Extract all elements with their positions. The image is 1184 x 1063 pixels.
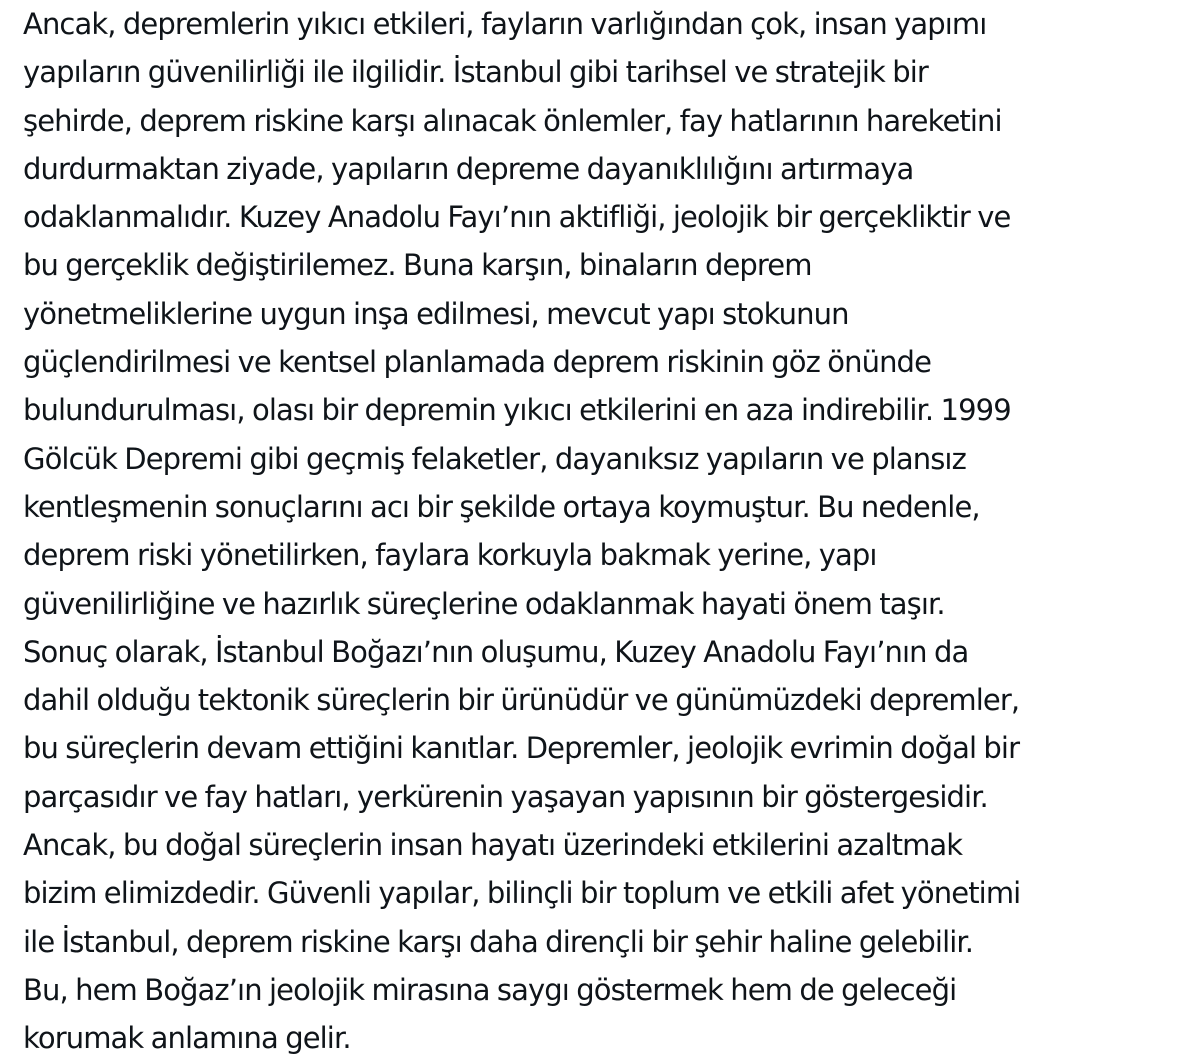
- post-text-line: Ancak, bu doğal süreçlerin insan hayatı üzerindeki etkilerini azaltmak: [23, 828, 963, 863]
- post-text-line: bizim elimizdedir. Güvenli yapılar, bilinçli bir toplum ve etkili afet yönetimi: [23, 876, 1021, 911]
- post-text-line: korumak anlamına gelir.: [23, 1021, 351, 1056]
- post-text-line: kentleşmenin sonuçlarını acı bir şekilde ortaya koymuştur. Bu nedenle,: [23, 489, 980, 524]
- post-text-line: durdurmaktan ziyade, yapıların depreme dayanıklılığını artırmaya: [23, 151, 914, 186]
- post-text-line: Sonuç olarak, İstanbul Boğazı’nın oluşumu, Kuzey Anadolu Fayı’nın da: [23, 634, 969, 669]
- post-text-line: parçasıdır ve fay hatları, yerkürenin yaşayan yapısının bir göstergesidir.: [23, 779, 988, 814]
- post-text-line: Ancak, depremlerin yıkıcı etkileri, fayların varlığından çok, insan yapımı: [23, 7, 987, 41]
- post-text-line: şehirde, deprem riskine karşı alınacak önlemler, fay hatlarının hareketini: [23, 103, 1002, 138]
- post-text-line: Bu, hem Boğaz’ın jeolojik mirasına saygı göstermek hem de geleceği: [23, 972, 957, 1007]
- post-text-line: Gölcük Depremi gibi geçmiş felaketler, dayanıksız yapıların ve plansız: [23, 441, 966, 476]
- post-text-line: yapıların güvenilirliği ile ilgilidir. İstanbul gibi tarihsel ve stratejik bir: [23, 55, 928, 90]
- post-text-line: dahil olduğu tektonik süreçlerin bir ürünüdür ve günümüzdeki depremler,: [23, 683, 1020, 718]
- post-text-line: güçlendirilmesi ve kentsel planlamada deprem riskinin göz önünde: [23, 345, 932, 380]
- post-text: [23, 0, 1173, 1063]
- post-text-line: bu süreçlerin devam ettiğini kanıtlar. Depremler, jeolojik evrimin doğal bir: [23, 731, 1020, 766]
- post-text-line: deprem riski yönetilirken, faylara korkuyla bakmak yerine, yapı: [23, 538, 877, 573]
- post-text-line: bulundurulması, olası bir depremin yıkıcı etkilerini en aza indirebilir. 1999: [23, 393, 1011, 428]
- post-text-line: odaklanmalıdır. Kuzey Anadolu Fayı’nın aktifliği, jeolojik bir gerçekliktir ve: [23, 200, 1011, 235]
- post-text-line: bu gerçeklik değiştirilemez. Buna karşın, binaların deprem: [23, 248, 812, 283]
- post-text-line: yönetmeliklerine uygun inşa edilmesi, mevcut yapı stokunun: [23, 296, 849, 331]
- post-text-line: güvenilirliğine ve hazırlık süreçlerine odaklanmak hayati önem taşır.: [23, 586, 945, 621]
- post-text-line: ile İstanbul, deprem riskine karşı daha dirençli bir şehir haline gelebilir.: [23, 924, 974, 959]
